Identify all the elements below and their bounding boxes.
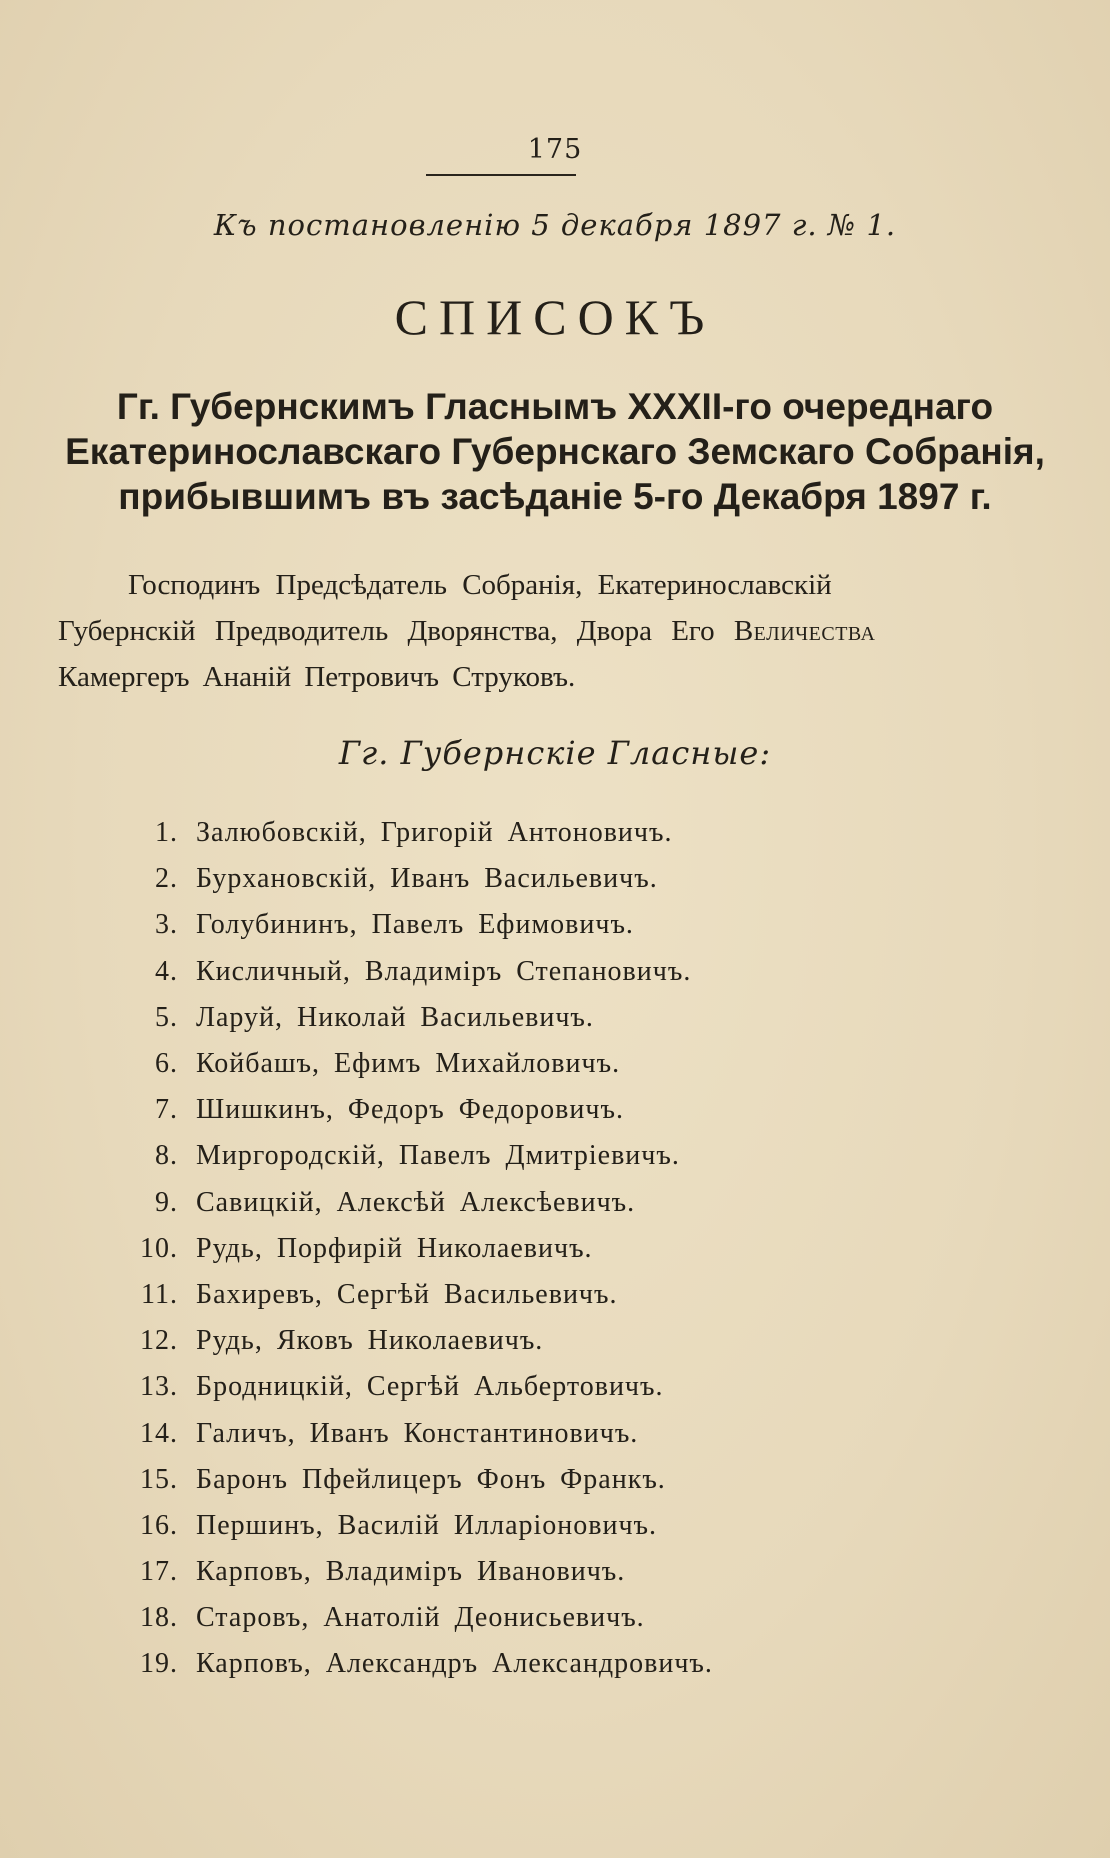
- member-number: 13.: [140, 1371, 178, 1403]
- member-number: 9.: [155, 1186, 178, 1218]
- member-name: Баронъ Пфейлицеръ Фонъ Франкъ.: [196, 1463, 666, 1495]
- member-number: 15.: [140, 1463, 178, 1495]
- member-number: 11.: [141, 1278, 178, 1310]
- member-number: 4.: [155, 955, 178, 987]
- member-number: 5.: [155, 1001, 178, 1033]
- member-number: 19.: [140, 1648, 178, 1680]
- member-name: Голубининъ, Павелъ Ефимовичъ.: [196, 909, 634, 941]
- member-name: Першинъ, Василій Илларіоновичъ.: [196, 1509, 658, 1541]
- chairman-line-smallcaps: Величества: [733, 615, 876, 647]
- member-name: Кисличный, Владиміръ Степановичъ.: [196, 955, 692, 987]
- list-item: [120, 1180, 1000, 1226]
- list-item: [120, 1041, 1000, 1087]
- chairman-line-text: Губернскій Предводитель Дворянства, Двора Его: [58, 615, 715, 647]
- member-name: Бахиревъ, Сергѣй Васильевичъ.: [196, 1278, 618, 1310]
- member-name: Залюбовскій, Григорій Антоновичъ.: [196, 817, 673, 849]
- member-name: Ларуй, Николай Васильевичъ.: [196, 1001, 594, 1033]
- member-number: 16.: [140, 1509, 178, 1541]
- member-name: Шишкинъ, Федоръ Федоровичъ.: [196, 1094, 624, 1126]
- member-name: Савицкій, Алексѣй Алексѣевичъ.: [196, 1186, 636, 1218]
- document-heading: СПИСОКЪ: [394, 289, 716, 345]
- resolution-reference: Къ постановленію 5 декабря 1897 г. № 1.: [213, 208, 897, 242]
- document-subtitle: [40, 384, 1070, 519]
- member-name: Койбашъ, Ефимъ Михайловичъ.: [196, 1048, 621, 1080]
- member-number: 3.: [155, 909, 178, 941]
- page-number-rule: [426, 174, 576, 176]
- list-item: [120, 1318, 1000, 1364]
- member-name: Галичъ, Иванъ Константиновичъ.: [196, 1417, 639, 1449]
- chairman-line: [58, 608, 958, 654]
- member-name: Старовъ, Анатолій Деонисьевичъ.: [196, 1602, 645, 1634]
- member-number: 17.: [140, 1556, 178, 1588]
- member-number: 2.: [155, 863, 178, 895]
- member-name: Рудь, Яковъ Николаевичъ.: [196, 1325, 544, 1357]
- list-item: [120, 949, 1000, 995]
- member-number: 14.: [140, 1417, 178, 1449]
- chairman-paragraph: [58, 562, 958, 700]
- members-list-title: Гг. Губернскіе Гласные:: [338, 734, 772, 772]
- list-item: [120, 902, 1000, 948]
- list-item: [120, 1549, 1000, 1595]
- member-number: 7.: [155, 1094, 178, 1126]
- subtitle-line: Екатеринославскаго Губернскаго Земскаго Собранія,: [65, 431, 1045, 472]
- list-item: [120, 1410, 1000, 1456]
- page-number: 175: [527, 134, 583, 165]
- list-item: [120, 1503, 1000, 1549]
- list-item: [120, 1457, 1000, 1503]
- member-name: Бурхановскій, Иванъ Васильевичъ.: [196, 863, 658, 895]
- member-name: Карповъ, Александръ Александровичъ.: [196, 1648, 713, 1680]
- member-number: 6.: [155, 1048, 178, 1080]
- member-name: Бродницкій, Сергѣй Альбертовичъ.: [196, 1371, 664, 1403]
- member-number: 8.: [155, 1140, 178, 1172]
- member-number: 18.: [140, 1602, 178, 1634]
- subtitle-line: прибывшимъ въ засѣданіе 5-го Декабря 1897 г.: [118, 476, 992, 517]
- list-item: [120, 810, 1000, 856]
- chairman-line: Камергеръ Ананій Петровичъ Струковъ.: [58, 661, 576, 693]
- chairman-line: Господинъ Предсѣдатель Собранія, Екатеринославскій: [128, 569, 832, 601]
- members-list: [120, 810, 1000, 1688]
- member-name: Рудь, Порфирій Николаевичъ.: [196, 1232, 593, 1264]
- member-number: 10.: [140, 1232, 178, 1264]
- list-item: [120, 995, 1000, 1041]
- member-number: 12.: [140, 1325, 178, 1357]
- list-item: [120, 856, 1000, 902]
- list-item: [120, 1133, 1000, 1179]
- member-name: Карповъ, Владиміръ Ивановичъ.: [196, 1556, 626, 1588]
- member-number: 1.: [155, 817, 178, 849]
- list-item: [120, 1595, 1000, 1641]
- list-item: [120, 1087, 1000, 1133]
- list-item: [120, 1226, 1000, 1272]
- subtitle-line: Гг. Губернскимъ Гласнымъ XXXII-го очереднаго: [116, 386, 994, 427]
- member-name: Миргородскій, Павелъ Дмитріевичъ.: [196, 1140, 680, 1172]
- list-item: [120, 1641, 1000, 1687]
- list-item: [120, 1364, 1000, 1410]
- list-item: [120, 1272, 1000, 1318]
